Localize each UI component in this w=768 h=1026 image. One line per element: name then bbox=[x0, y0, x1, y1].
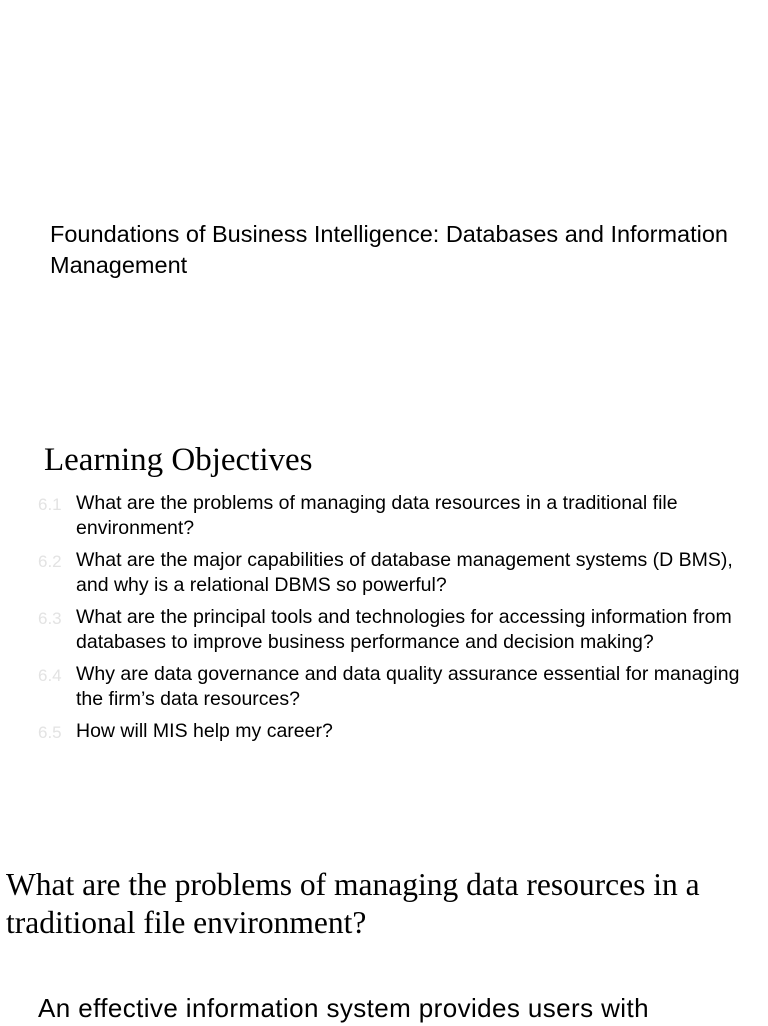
objective-text: What are the problems of managing data resources in a traditional file environment? bbox=[76, 492, 678, 539]
learning-objectives-heading: Learning Objectives bbox=[44, 442, 313, 478]
problems-question-heading: What are the problems of managing data resources in a traditional file environment? bbox=[6, 867, 700, 940]
objective-text: What are the major capabilities of database management systems (D BMS), and why is a relational DBMS so powerful? bbox=[76, 549, 733, 596]
objective-number: 6.1 bbox=[38, 495, 62, 514]
objective-item bbox=[38, 548, 750, 597]
problems-body-text: An effective information system provides users with bbox=[38, 993, 649, 1023]
objective-text: Why are data governance and data quality assurance essential for managing the firm’s data resources? bbox=[76, 663, 740, 710]
objectives-list bbox=[38, 491, 750, 744]
objective-item bbox=[38, 719, 750, 744]
objective-number: 6.5 bbox=[38, 723, 62, 742]
objective-item bbox=[38, 605, 750, 654]
objective-text: What are the principal tools and technologies for accessing information from databases to improve business performance and decision making? bbox=[76, 606, 732, 653]
objective-text: How will MIS help my career? bbox=[76, 720, 333, 742]
presentation-title: Foundations of Business Intelligence: Databases and Information Management bbox=[50, 221, 729, 278]
objective-item bbox=[38, 662, 750, 711]
objective-item bbox=[38, 491, 750, 540]
objective-number: 6.2 bbox=[38, 552, 62, 571]
objective-number: 6.4 bbox=[38, 666, 62, 685]
objective-number: 6.3 bbox=[38, 609, 62, 628]
